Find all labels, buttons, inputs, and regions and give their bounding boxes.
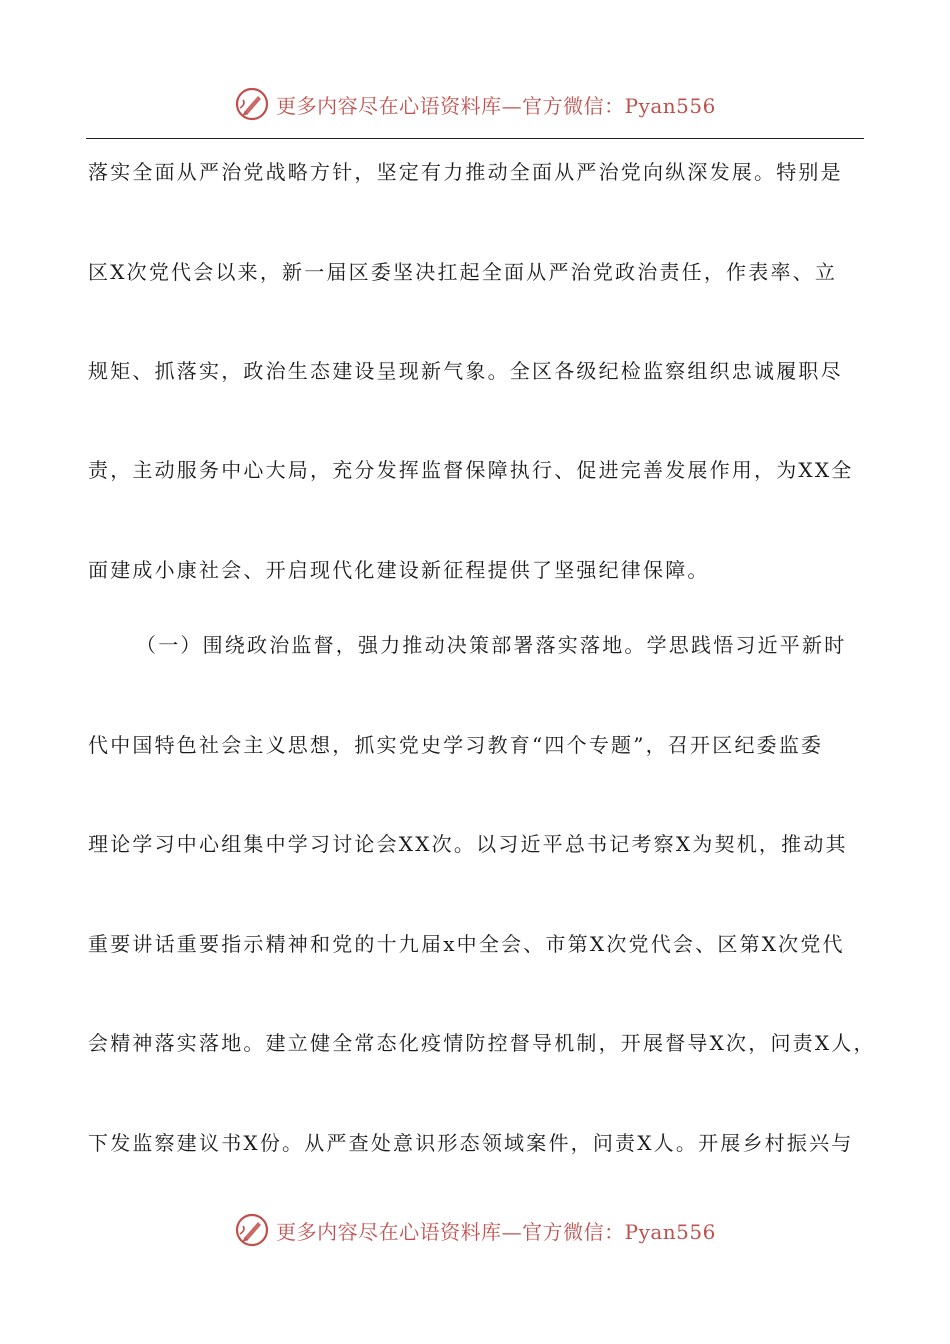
paragraph-line: 规矩、抓落实，政治生态建设呈现新气象。全区各级纪检监察组织忠诚履职尽 [88,359,843,383]
paragraph-line: 会精神落实落地。建立健全常态化疫情防控督导机制，开展督导X次，问责X人， [88,1031,876,1055]
footer-banner [0,1208,950,1252]
paragraph-line: （一）围绕政治监督，强力推动决策部署落实落地。学思践悟习近平新时 [136,633,847,657]
paragraph-line: 重要讲话重要指示精神和党的十九届x中全会、市第X次党代会、区第X次党代 [88,932,845,956]
header-banner [0,82,950,126]
pen-logo-icon [234,1212,270,1248]
footer-banner-text: 更多内容尽在心语资料库—官方微信：Pyan556 [276,1219,716,1244]
paragraph-line: 落实全面从严治党战略方针，坚定有力推动全面从严治党向纵深发展。特别是 [88,160,843,184]
paragraph-line: 责，主动服务中心大局，充分发挥监督保障执行、促进完善发展作用，为XX全 [88,458,854,482]
header-banner-text: 更多内容尽在心语资料库—官方微信：Pyan556 [276,93,716,118]
paragraph-line: 代中国特色社会主义思想，抓实党史学习教育“四个专题”，召开区纪委监委 [88,733,824,757]
pen-logo-icon [234,86,270,122]
paragraph-line: 区X次党代会以来，新一届区委坚决扛起全面从严治党政治责任，作表率、立 [88,260,838,284]
header-divider [86,138,864,139]
paragraph-line: 理论学习中心组集中学习讨论会XX次。以习近平总书记考察X为契机，推动其 [88,832,848,856]
paragraph-line: 面建成小康社会、开启现代化建设新征程提供了坚强纪律保障。 [88,558,710,582]
paragraph-line: 下发监察建议书X份。从严查处意识形态领域案件，问责X人。开展乡村振兴与 [88,1131,854,1155]
